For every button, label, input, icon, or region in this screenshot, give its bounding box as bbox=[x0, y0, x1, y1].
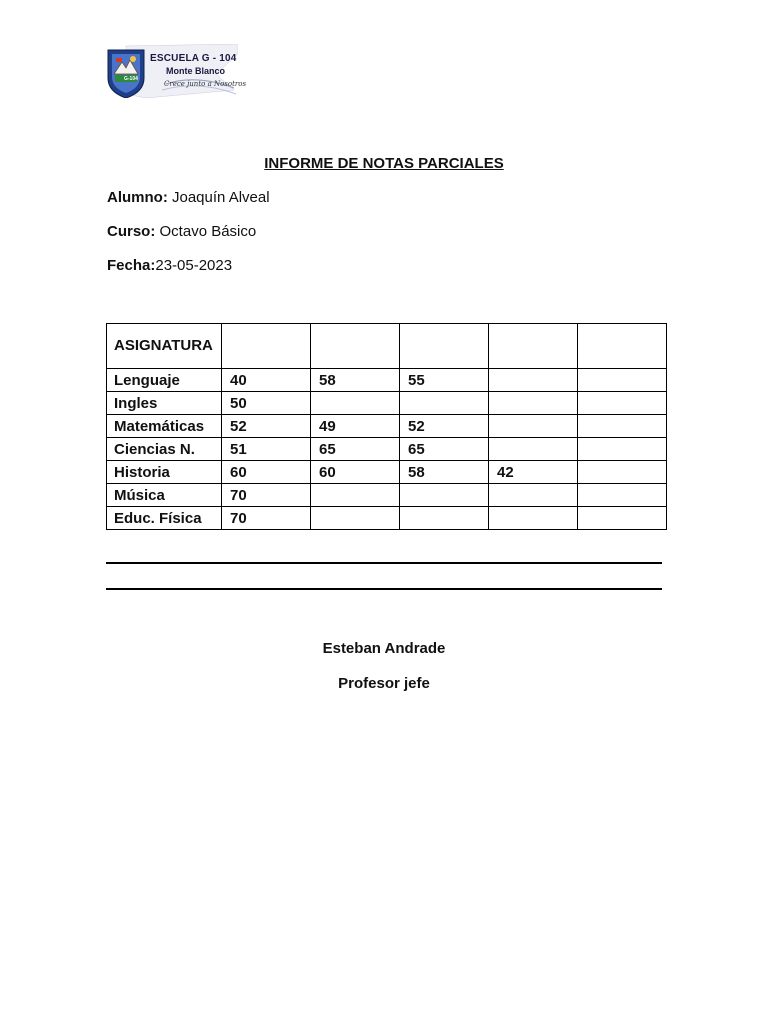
grade-cell bbox=[578, 415, 667, 438]
date-value: 23-05-2023 bbox=[155, 257, 233, 274]
student-field bbox=[107, 189, 270, 206]
subject-cell: Historia bbox=[107, 461, 222, 484]
header-cell bbox=[578, 324, 667, 369]
table-row bbox=[107, 438, 667, 461]
grade-cell: 65 bbox=[311, 438, 400, 461]
course-field bbox=[107, 223, 256, 240]
table-header-row bbox=[107, 324, 667, 369]
student-label: Alumno: bbox=[107, 189, 168, 206]
table-row bbox=[107, 392, 667, 415]
grade-cell: 58 bbox=[400, 461, 489, 484]
table-row bbox=[107, 484, 667, 507]
date-label: Fecha: bbox=[107, 257, 156, 274]
grade-cell: 49 bbox=[311, 415, 400, 438]
grade-cell: 70 bbox=[222, 507, 311, 530]
grade-cell bbox=[489, 507, 578, 530]
grade-cell: 65 bbox=[400, 438, 489, 461]
grade-cell: 70 bbox=[222, 484, 311, 507]
grade-cell bbox=[578, 484, 667, 507]
teacher-name: Esteban Andrade bbox=[322, 640, 446, 657]
grade-cell: 50 bbox=[222, 392, 311, 415]
school-motto: Crece junto a Nosotros bbox=[164, 80, 247, 88]
subject-cell: Matemáticas bbox=[107, 415, 222, 438]
grade-cell: 52 bbox=[222, 415, 311, 438]
subject-cell: Ingles bbox=[107, 392, 222, 415]
grade-cell bbox=[400, 484, 489, 507]
grade-cell bbox=[578, 392, 667, 415]
grade-cell bbox=[578, 438, 667, 461]
header-cell-subject: ASIGNATURA bbox=[107, 324, 222, 369]
divider-line bbox=[106, 562, 662, 564]
grades-table bbox=[106, 323, 667, 530]
grade-cell bbox=[578, 507, 667, 530]
subject-cell: Ciencias N. bbox=[107, 438, 222, 461]
date-field bbox=[107, 257, 232, 274]
school-name: ESCUELA G - 104 bbox=[150, 53, 237, 64]
grade-cell: 42 bbox=[489, 461, 578, 484]
grade-cell bbox=[489, 392, 578, 415]
logo-badge-text: G-104 bbox=[124, 76, 138, 82]
school-location: Monte Blanco bbox=[166, 66, 226, 76]
subject-cell: Lenguaje bbox=[107, 369, 222, 392]
subject-cell: Música bbox=[107, 484, 222, 507]
grade-cell bbox=[578, 461, 667, 484]
table-row bbox=[107, 461, 667, 484]
grade-cell: 55 bbox=[400, 369, 489, 392]
table-row bbox=[107, 507, 667, 530]
grade-cell bbox=[489, 415, 578, 438]
grade-cell: 51 bbox=[222, 438, 311, 461]
header-cell bbox=[311, 324, 400, 369]
grade-cell: 52 bbox=[400, 415, 489, 438]
grade-cell: 40 bbox=[222, 369, 311, 392]
grade-cell bbox=[400, 392, 489, 415]
grade-cell bbox=[400, 507, 489, 530]
header-cell bbox=[489, 324, 578, 369]
grade-cell bbox=[311, 507, 400, 530]
header-cell bbox=[400, 324, 489, 369]
grade-cell bbox=[311, 484, 400, 507]
report-title: INFORME DE NOTAS PARCIALES bbox=[264, 155, 504, 172]
grade-cell bbox=[489, 369, 578, 392]
header-cell bbox=[222, 324, 311, 369]
grade-cell: 60 bbox=[311, 461, 400, 484]
grade-cell bbox=[489, 484, 578, 507]
grade-cell bbox=[489, 438, 578, 461]
grade-cell: 58 bbox=[311, 369, 400, 392]
student-value: Joaquín Alveal bbox=[167, 189, 270, 206]
subject-cell: Educ. Física bbox=[107, 507, 222, 530]
course-label: Curso: bbox=[107, 223, 156, 240]
table-row bbox=[107, 415, 667, 438]
divider-line bbox=[106, 588, 662, 590]
grade-cell: 60 bbox=[222, 461, 311, 484]
table-row bbox=[107, 369, 667, 392]
course-value: Octavo Básico bbox=[155, 223, 257, 240]
grade-cell bbox=[311, 392, 400, 415]
teacher-role: Profesor jefe bbox=[338, 675, 430, 692]
grade-cell bbox=[578, 369, 667, 392]
